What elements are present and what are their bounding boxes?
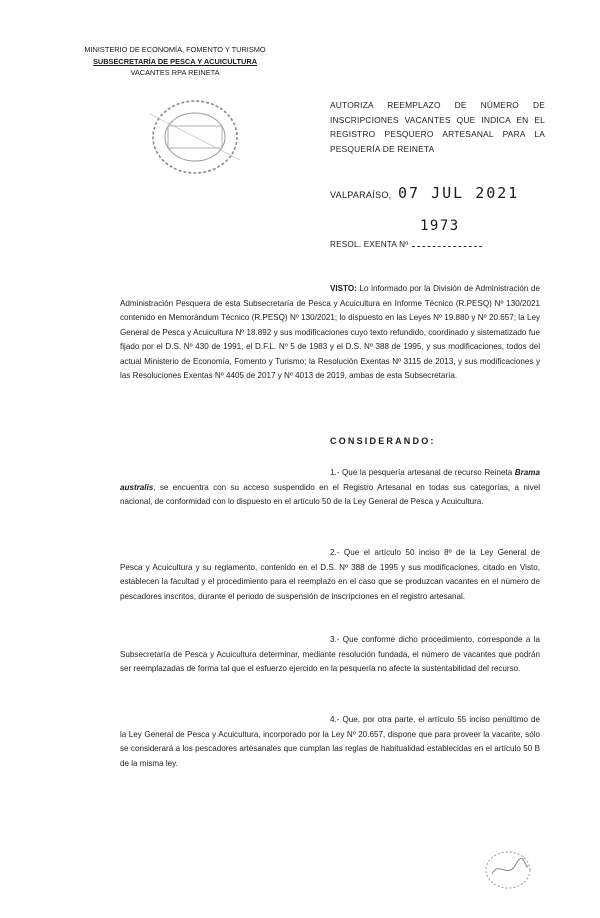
undersecretariat-name: SUBSECRETARÍA DE PESCA Y ACUICULTURA [92,56,258,66]
paragraph-3-text: 3.- Que conforme dicho procedimiento, corresponde a la Subsecretaría de Pesca y Acuicultura determinar, mediante resolución fundada, el número de vacantes que podrán ser reemplazadas de forma tal que el esfuerzo ejercido en la pesquería no afecte la sustentabilidad del recurso. [120,635,540,673]
place-date [330,184,520,202]
considerando-heading: CONSIDERANDO: [330,436,436,446]
paragraph-4-text: 4.- Que, por otra parte, el artículo 55 inciso penúltimo de la Ley General de Pesca y Acuicultura, incorporado por la Ley Nº 20.657, dispone que para proveer la vacante, sólo se considerará a los pescadores artesanales que cumplan las reglas de habitualidad establecidas en el artículo 50 B de la misma ley. [120,715,540,768]
considerando-paragraph-1 [120,466,540,510]
visto-paragraph [120,282,540,384]
paragraph-2-text: 2.- Que el artículo 50 inciso 8º de la Ley General de Pesca y Acuicultura y su reglamento, contenido en el D.S. Nº 388 de 1995 y sus modificaciones, citado en Visto, establecen la facultad y el procedimiento para el reemplazo en el caso que se produzcan vacantes en el número de pescadores inscritos, durante el periodo de suspensión de inscripciones en el registro artesanal. [120,548,540,601]
paragraph-1-text-end: , se encuentra con su acceso suspendido en el Registro Artesanal en todas sus categorías, a nivel nacional, de conformidad con lo dispuesto en el artículo 50 de la Ley General de Pesca y Acuicultura. [120,482,540,506]
resolution-subject: AUTORIZA REEMPLAZO DE NÚMERO DE INSCRIPCIONES VACANTES QUE INDICA EN EL REGISTRO PESQUERO ARTESANAL PARA LA PESQUERÍA DE REINETA [330,100,545,154]
resolution-number: 1973 [420,218,460,234]
department-name: VACANTES RPA REINETA [130,68,220,77]
considerando-paragraph-4 [120,713,540,771]
paragraph-1-text: 1.- Que la pesquería artesanal de recurso Reineta [330,468,515,477]
visto-text: Lo informado por la División de Administración de Administración Pesquera de esta Subsecretaría de Pesca y Acuicultura en Informe Técnico (R.PESQ) Nº 130/2021 contenido en Memorándum Técnico (R.PESQ) Nº 130/2021; lo dispuesto en las Leyes Nº 19.880 y Nº 20.657; la Ley General de Pesca y Acuicultura Nº 18.892 y sus modificaciones cuyo texto refundido, coordinado y sistematizado fue fijado por el D.S. Nº 430 de 1991, el D.F.L. Nº 5 de 1983 y el D.S. Nº 388 de 1995, y sus modificaciones, todos del actual Ministerio de Economía, Fomento y Turismo; la Resolución Exentas Nº 3115 de 2013, y sus modificaciones y las Resoluciones Exentas Nº 4405 de 2017 y Nº 4013 de 2019, ambas de esta Subsecretaría. [120,284,540,380]
place-label: VALPARAÍSO, [330,190,392,200]
visto-lead: VISTO: [330,284,357,293]
ministry-name: MINISTERIO DE ECONOMÍA, FOMENTO Y TURISMO [84,45,266,54]
signature-stamp [478,846,538,894]
considerando-paragraph-2 [120,546,540,604]
issuer-header [70,44,280,79]
species-name: Brama australis [120,468,540,492]
official-stamp [140,94,250,180]
resolution-label: RESOL. EXENTA Nº [330,240,409,249]
number-blank [412,238,482,247]
date-stamp: 07 JUL 2021 [398,184,520,202]
considerando-paragraph-3 [120,633,540,677]
resolution-number-line [330,218,482,249]
